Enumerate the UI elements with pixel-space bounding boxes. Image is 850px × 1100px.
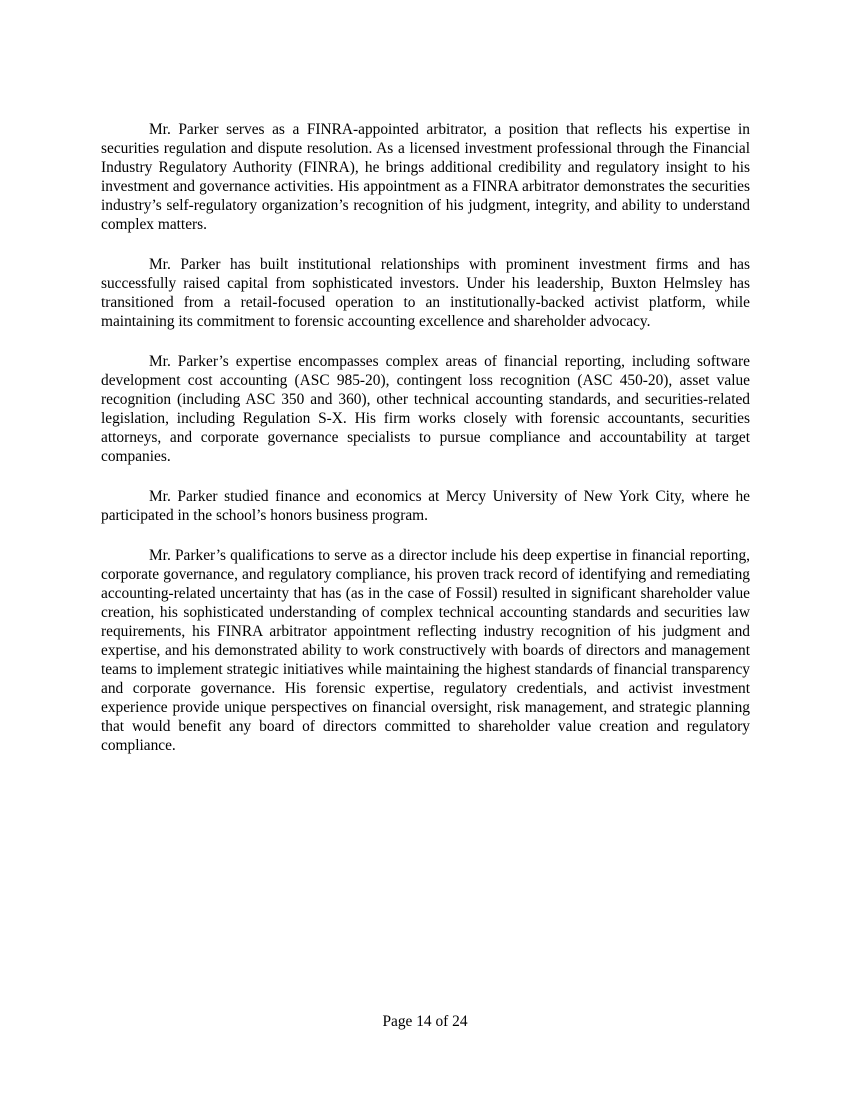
paragraph-finra-arbitrator: Mr. Parker serves as a FINRA-appointed arbitrator, a position that reflects his expertise in securities regulation and dispute resolution. As a licensed investment professional through the Financial Industry Regulatory Authority (FINRA), he brings additional credibility and regulatory insight to his investment and governance activities. His appointment as a FINRA arbitrator demonstrates the securities industry’s self-regulatory organization’s recognition of his judgment, integrity, and ability to understand complex matters.: [101, 121, 750, 233]
paragraph-director-qualifications: Mr. Parker’s qualifications to serve as a director include his deep expertise in financial reporting, corporate governance, and regulatory compliance, his proven track record of identifying and remediating accounting-related uncertainty that has (as in the case of Fossil) resulted in significant shareholder value creation, his sophisticated understanding of complex technical accounting standards and securities law requirements, his FINRA arbitrator appointment reflecting industry recognition of his judgment and expertise, and his demonstrated ability to work constructively with boards of directors and management teams to implement strategic initiatives while maintaining the highest standards of financial transparency and corporate governance. His forensic expertise, regulatory credentials, and activist investment experience provide unique perspectives on financial oversight, risk management, and strategic planning that would benefit any board of directors committed to shareholder value creation and regulatory compliance.: [101, 547, 750, 754]
document-body: [101, 120, 750, 776]
paragraph-education: Mr. Parker studied finance and economics at Mercy University of New York City, where he participated in the school’s honors business program.: [101, 488, 750, 524]
page-number-footer: Page 14 of 24: [382, 1013, 468, 1030]
paragraph-institutional-relationships: Mr. Parker has built institutional relationships with prominent investment firms and has successfully raised capital from sophisticated investors. Under his leadership, Buxton Helmsley has transitioned from a retail-focused operation to an institutionally-backed activist platform, while maintaining its commitment to forensic accounting excellence and shareholder advocacy.: [101, 256, 750, 330]
paragraph-financial-reporting-expertise: Mr. Parker’s expertise encompasses complex areas of financial reporting, including software development cost accounting (ASC 985-20), contingent loss recognition (ASC 450-20), asset value recognition (including ASC 350 and 360), other technical accounting standards, and securities-related legislation, including Regulation S-X. His firm works closely with forensic accountants, securities attorneys, and corporate governance specialists to pursue compliance and accountability at target companies.: [101, 353, 750, 465]
